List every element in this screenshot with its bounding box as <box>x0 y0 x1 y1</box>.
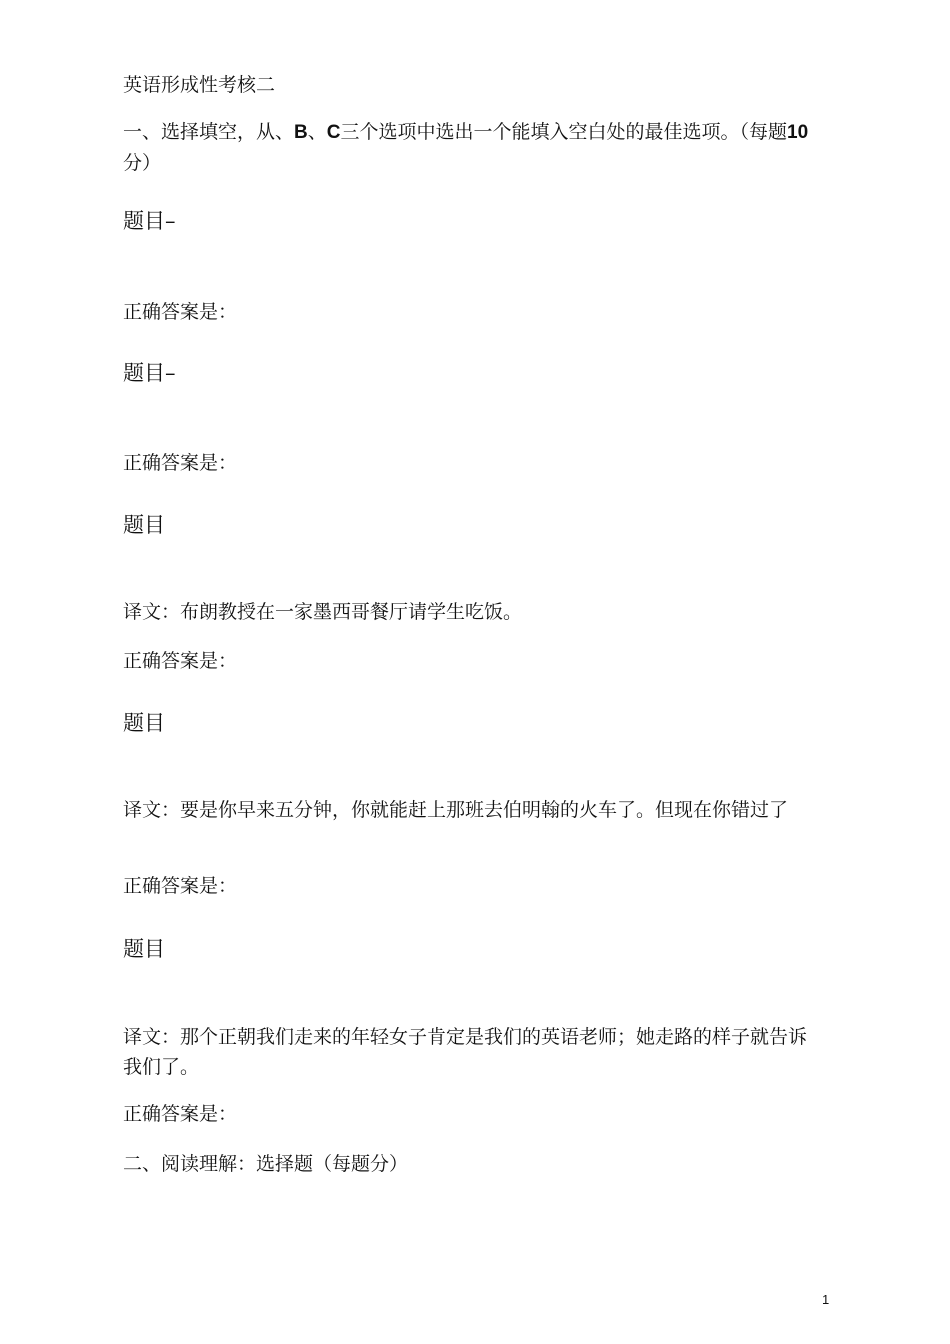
answer-label: 正确答案是： <box>123 301 238 323</box>
answer-label: 正确答案是： <box>123 1103 238 1125</box>
answer-label: 正确答案是： <box>123 650 238 672</box>
option-b-letter: B <box>294 122 308 143</box>
section-2-heading: 二、阅读理解：选择题（每题分） <box>123 1153 409 1175</box>
question-heading: 题目 <box>123 711 165 735</box>
page-number: 1 <box>822 1292 830 1307</box>
instruction-part-c: 分） <box>123 152 162 174</box>
translation-text: 译文：那个正朝我们走来的年轻女子肯定是我们的英语老师；她走路的样子就告诉我们了。 <box>123 1026 808 1078</box>
option-c-letter: C <box>326 122 341 143</box>
answer-label: 正确答案是： <box>123 452 238 474</box>
question-heading: 题目– <box>123 209 176 233</box>
instruction-part-a: 一、选择填空，从、 <box>123 121 295 143</box>
translation-text: 译文：布朗教授在一家墨西哥餐厅请学生吃饭。 <box>123 601 523 623</box>
answer-label: 正确答案是： <box>123 875 238 897</box>
instruction-part-b: 三个选项中选出一个能填入空白处的最佳选项。（每题 <box>340 121 788 143</box>
section-1-instruction <box>123 117 823 178</box>
question-heading: 题目 <box>123 937 165 961</box>
question-heading: 题目– <box>123 361 176 385</box>
translation-text: 译文：要是你早来五分钟，你就能赶上那班去伯明翰的火车了。但现在你错过了 <box>123 799 789 821</box>
instruction-separator: 、 <box>307 121 327 143</box>
document-title: 英语形成性考核二 <box>123 74 276 96</box>
points-value: 10 <box>787 122 809 143</box>
question-heading: 题目 <box>123 513 165 537</box>
